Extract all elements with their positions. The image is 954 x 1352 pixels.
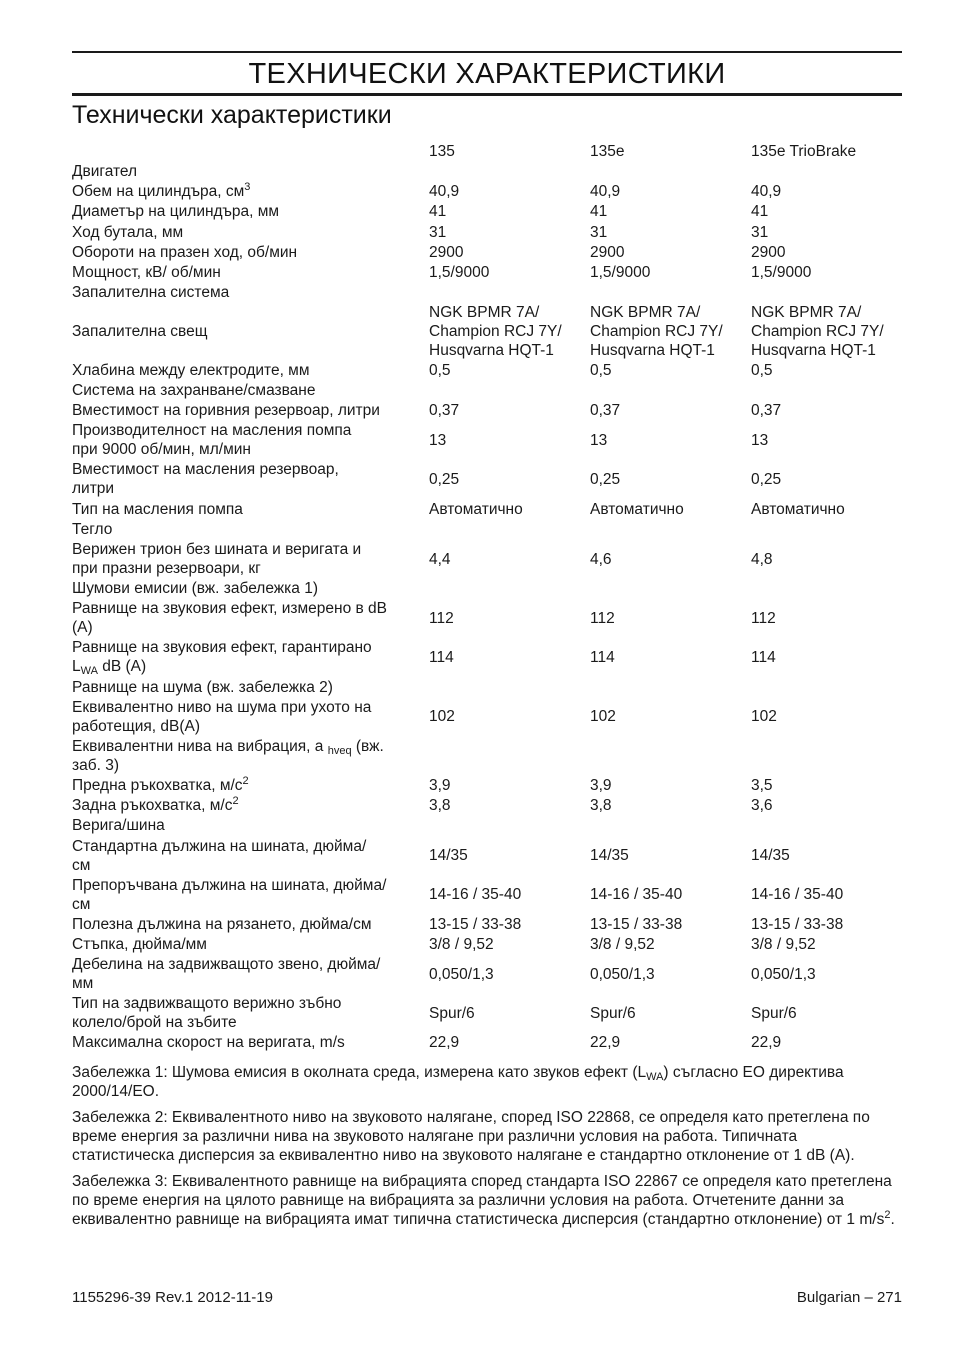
row-value [751,579,906,599]
superscript: 2 [884,1209,891,1221]
row-value: 0,37 [751,402,782,420]
note-1 [72,1063,902,1101]
row-value: 102 [751,708,777,726]
table-row [72,181,906,201]
row-value: 2900 [751,243,786,261]
row-value [429,677,590,697]
column-header: 135e TrioBrake [751,142,857,160]
table-row [72,816,906,836]
banner-underline [72,93,902,96]
note-text: Забележка 3: Еквивалентното равнище на вибрацията според стандарта ISO 22867 се определя като претеглена по време енергия на цялото равнище на вибрацията за различни условия на работа. Отчетените данни за еквивалентно равнище на вибрацията имат типична статистическа дисперсия (стандартно отклонение) от 1 m/s [72,1173,892,1228]
row-value: 114 [590,648,615,666]
table-row [72,1033,906,1053]
row-value: 31 [751,223,769,241]
row-label-text: Равнище на звуковия ефект, гарантирано L [72,639,372,676]
row-value: 114 [429,648,454,666]
row-value [429,579,590,599]
row-value [751,161,906,181]
row-label [72,181,429,201]
document-reference: 1155296-39 Rev.1 2012-11-19 [72,1289,273,1306]
row-value [590,579,751,599]
row-value: 102 [590,708,616,726]
row-value: 0,37 [429,402,460,420]
note-2: Забележка 2: Еквивалентното ниво на звуковото налягане, според ISO 22868, се определя като претеглена по време енергия за различни нива на звуковото налягане при различни условия на работа. Типичната статистическа дисперсия за еквивалентно ниво на звуковото налягане е стандартно отклонение от 1 dB (A). [72,1109,870,1164]
row-label: Максимална скорост на веригата, m/s [72,1034,345,1052]
row-value: 14-16 / 35-40 [429,886,522,904]
row-value [429,816,590,836]
row-value [751,283,906,303]
subscript: hveq [327,744,352,757]
row-value [751,519,906,539]
row-label-text: (вж. заб. 3) [72,737,384,774]
note-text: . [890,1211,895,1228]
table-row [72,795,906,815]
table-row [72,519,906,539]
spec-table [72,141,906,1053]
note-text: Забележка 1: Шумова емисия в околната среда, измерена като звуков ефект (L [72,1064,647,1081]
row-value [590,380,751,400]
row-value [590,283,751,303]
table-row [72,421,906,460]
row-label [72,795,429,815]
row-value: 31 [590,223,608,241]
subscript: WA [646,1071,664,1083]
row-value: 13 [590,431,608,449]
row-value: 3,5 [751,776,773,794]
row-label: Производителност на масления помпа при 9000 об/мин, мл/мин [72,422,352,459]
table-row [72,638,906,677]
table-row [72,401,906,421]
row-value: 13-15 / 33-38 [429,915,522,933]
row-value [429,283,590,303]
row-label [72,775,429,795]
row-value [429,736,590,775]
row-value: 13 [751,431,769,449]
row-value: Spur/6 [751,1004,797,1022]
row-value: 112 [429,609,454,627]
subscript: WA [80,665,98,678]
row-label-text: Предна ръкохватка, м/с [72,776,243,794]
table-row [72,360,906,380]
row-value [429,161,590,181]
row-label: Равнище на шума (вж. забележка 2) [72,678,333,696]
header-label-cell [72,141,429,161]
table-row [72,283,906,303]
row-label: Мощност, кВ/ об/мин [72,264,221,282]
row-value: 0,25 [751,470,782,488]
table-row [72,262,906,282]
row-label-text: Еквивалентни нива на вибрация, a [72,737,328,755]
row-label [72,638,429,677]
table-row [72,599,906,638]
row-value: Автоматично [590,500,684,518]
row-value: 14-16 / 35-40 [751,886,844,904]
row-label: Верижен трион без шината и веригата и при празни резервоари, кг [72,541,362,578]
row-value: 3/8 / 9,52 [751,935,816,953]
row-value: 114 [751,648,776,666]
row-value [590,519,751,539]
row-value: 2900 [429,243,464,261]
row-value: 4,6 [590,550,612,568]
row-value [751,677,906,697]
row-value: NGK BPMR 7A/ Champion RCJ 7Y/ Husqvarna HQT-1 [590,304,723,360]
row-value: 14/35 [590,847,629,865]
table-row [72,677,906,697]
row-label: Тип на масления помпа [72,500,243,518]
row-label: Двигател [72,162,138,180]
table-row [72,914,906,934]
row-value: Spur/6 [590,1004,636,1022]
row-label: Тип на задвижващото верижно зъбно колело/брой на зъбите [72,995,342,1032]
row-value: 13 [429,431,447,449]
row-value: 13-15 / 33-38 [590,915,683,933]
row-value: 0,37 [590,402,621,420]
section-banner-title: ТЕХНИЧЕСКИ ХАРАКТЕРИСТИКИ [248,58,726,90]
row-value: 0,25 [429,470,460,488]
row-value: 40,9 [429,182,460,200]
row-label: Вместимост на горивния резервоар, литри [72,402,380,420]
row-label-text: Обем на цилиндъра, см [72,182,245,200]
row-value: 2900 [590,243,625,261]
row-value: 4,4 [429,550,451,568]
top-rule [72,51,902,53]
row-value: 14/35 [429,847,468,865]
row-value: 0,050/1,3 [590,965,655,983]
row-value: 3,8 [429,797,451,815]
row-value: Spur/6 [429,1004,475,1022]
table-row [72,460,906,499]
row-label: Стъпка, дюйма/мм [72,935,207,953]
row-label: Запалителна свещ [72,323,208,341]
table-row [72,955,906,994]
page-title: Технически характеристики [72,101,392,129]
row-label: Верига/шина [72,817,165,835]
row-value: 0,25 [590,470,621,488]
row-value: 1,5/9000 [751,264,812,282]
row-label: Тегло [72,520,113,538]
row-label: Система на захранване/смазване [72,382,316,400]
row-value: 40,9 [590,182,621,200]
table-row [72,540,906,579]
row-value: 0,050/1,3 [751,965,816,983]
table-row [72,202,906,222]
superscript: 2 [232,795,239,808]
table-row [72,697,906,736]
spec-table-header [72,141,906,161]
notes-section [72,1063,902,1236]
table-row [72,222,906,242]
row-value [590,677,751,697]
superscript: 2 [242,774,249,787]
table-row [72,499,906,519]
column-header: 135 [429,142,455,160]
row-value: Автоматично [751,500,845,518]
row-value: NGK BPMR 7A/ Champion RCJ 7Y/ Husqvarna HQT-1 [751,304,884,360]
row-value: 0,5 [590,361,612,379]
row-value: Автоматично [429,500,523,518]
row-label-text: Задна ръкохватка, м/с [72,797,233,815]
row-label: Обороти на празен ход, об/мин [72,243,298,261]
row-value: 22,9 [751,1034,782,1052]
row-value: 0,5 [429,361,451,379]
row-value: 4,8 [751,550,773,568]
row-label: Хлабина между електродите, мм [72,361,310,379]
column-header: 135e [590,142,625,160]
table-row [72,875,906,914]
row-value: 0,050/1,3 [429,965,494,983]
row-label: Ход бутала, мм [72,223,184,241]
row-label: Дебелина на задвижващото звено, дюйма/ мм [72,956,381,993]
row-value: 3,8 [590,797,612,815]
table-row [72,380,906,400]
row-value: 112 [590,609,615,627]
row-label: Вместимост на масления резервоар, литри [72,461,339,498]
table-row [72,579,906,599]
superscript: 3 [244,180,251,193]
row-label: Равнище на звуковия ефект, измерено в dB (A) [72,600,388,637]
row-value [429,380,590,400]
row-value: 3,9 [590,776,612,794]
row-value [590,736,751,775]
row-label: Стандартна дължина на шината, дюйма/ см [72,837,367,874]
row-value: 102 [429,708,455,726]
note-text: ) съгласно ЕО директива 2000/14/ЕО. [72,1064,844,1100]
row-label: Еквивалентно ниво на шума при ухото на работещия, dB(A) [72,698,372,735]
row-label: Шумови емисии (вж. забележка 1) [72,580,318,598]
row-value: 1,5/9000 [429,264,490,282]
table-row [72,836,906,875]
row-value: 3/8 / 9,52 [429,935,494,953]
row-value: 3,9 [429,776,451,794]
row-value [429,519,590,539]
table-row [72,242,906,262]
table-row [72,736,906,775]
table-row [72,775,906,795]
row-value: 41 [429,203,447,221]
table-row [72,161,906,181]
row-value: 40,9 [751,182,782,200]
table-row [72,994,906,1033]
row-value: 13-15 / 33-38 [751,915,844,933]
note-3 [72,1172,902,1229]
row-value [590,161,751,181]
row-value: 1,5/9000 [590,264,651,282]
row-label: Препоръчвана дължина на шината, дюйма/ см [72,876,387,913]
page-number: Bulgarian – 271 [796,1289,902,1306]
row-value [751,380,906,400]
row-value [751,736,906,775]
table-row [72,934,906,954]
row-value: 22,9 [429,1034,460,1052]
row-value: 41 [590,203,608,221]
row-label: Диаметър на цилиндъра, мм [72,203,280,221]
row-label: Запалителна система [72,284,230,302]
row-value: 112 [751,609,776,627]
row-value: 14-16 / 35-40 [590,886,683,904]
row-label [72,736,429,775]
row-value: NGK BPMR 7A/ Champion RCJ 7Y/ Husqvarna HQT-1 [429,304,562,360]
row-label-text: dB (A) [97,658,147,676]
row-label: Полезна дължина на рязането, дюйма/см [72,915,372,933]
row-value [590,816,751,836]
row-value: 3/8 / 9,52 [590,935,655,953]
row-value: 41 [751,203,769,221]
row-value: 0,5 [751,361,773,379]
table-row [72,303,906,360]
row-value [751,816,906,836]
row-value: 31 [429,223,447,241]
row-value: 14/35 [751,847,790,865]
row-value: 3,6 [751,797,773,815]
row-value: 22,9 [590,1034,621,1052]
